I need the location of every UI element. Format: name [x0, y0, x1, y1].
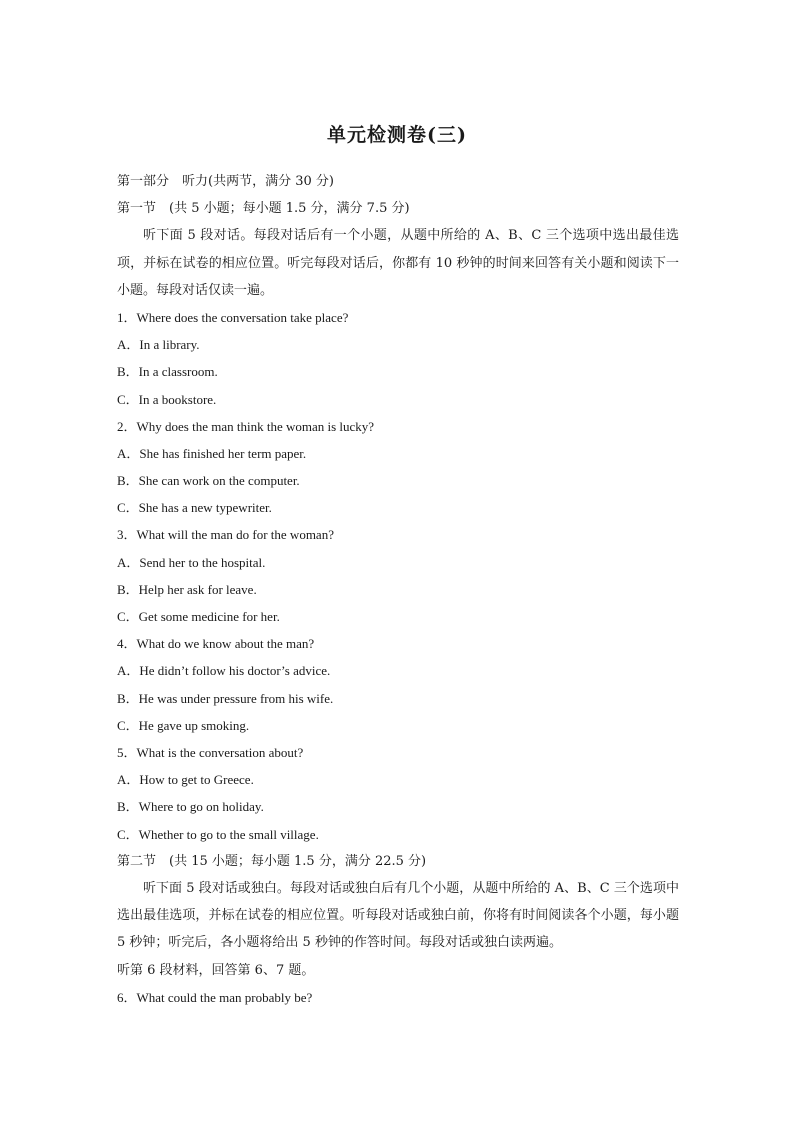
section1-instructions: 听下面 5 段对话。每段对话后有一个小题，从题中所给的 A、B、C 三个选项中选出最佳选项，并标在试卷的相应位置。听完每段对话后，你都有 10 秒钟的时间来回答有关小题和阅读下一小题。每段对话仅读一遍。 — [117, 228, 679, 298]
question-text: 4．What do we know about the man? — [117, 636, 315, 652]
question-4 — [117, 630, 679, 739]
option-b: B．In a classroom. — [117, 364, 218, 380]
section1-heading: 第一节 (共 5 小题；每小题 1.5 分，满分 7.5 分) — [117, 201, 410, 217]
option-b: B．Help her ask for leave. — [117, 581, 257, 597]
question-6-text: 6．What could the man probably be? — [117, 989, 313, 1005]
option-b: B．Where to go on holiday. — [117, 799, 264, 815]
question-5 — [117, 739, 679, 848]
option-c: C．Get some medicine for her. — [117, 609, 280, 625]
option-c: C．In a bookstore. — [117, 391, 217, 407]
page-title: 单元检测卷(三) — [327, 124, 467, 146]
option-a: A．She has finished her term paper. — [117, 445, 307, 461]
option-c: C．She has a new typewriter. — [117, 500, 272, 516]
question-text: 1．Where does the conversation take place? — [117, 309, 349, 325]
option-a: A．In a library. — [117, 337, 200, 353]
question-1 — [117, 304, 679, 413]
section2-instructions: 听下面 5 段对话或独白。每段对话或独白后有几个小题，从题中所给的 A、B、C 三个选项中选出最佳选项，并标在试卷的相应位置。听每段对话或独白前，你将有时间阅读各个小题，每小题 5 秒钟；听完后，各小题将给出 5 秒钟的作答时间。每段对话或独白读两遍。 — [117, 880, 679, 951]
question-text: 2．Why does the man think the woman is lucky? — [117, 418, 375, 434]
option-a: A．How to get to Greece. — [117, 772, 254, 788]
material-6-note: 听第 6 段材料，回答第 6、7 题。 — [117, 962, 315, 978]
question-3 — [117, 521, 679, 630]
option-c: C．He gave up smoking. — [117, 717, 250, 733]
exam-content — [117, 168, 679, 1011]
option-b: B．He was under pressure from his wife. — [117, 690, 334, 706]
option-b: B．She can work on the computer. — [117, 473, 300, 489]
question-text: 5．What is the conversation about? — [117, 744, 304, 760]
part1-heading: 第一部分 听力(共两节，满分 30 分) — [117, 174, 334, 189]
section2-heading: 第二节 (共 15 小题；每小题 1.5 分，满分 22.5 分) — [117, 853, 427, 869]
question-text: 3．What will the man do for the woman? — [117, 527, 334, 543]
option-a: A．Send her to the hospital. — [117, 554, 266, 570]
option-a: A．He didn’t follow his doctor’s advice. — [117, 663, 331, 679]
option-c: C．Whether to go to the small village. — [117, 826, 319, 842]
question-2 — [117, 413, 679, 522]
